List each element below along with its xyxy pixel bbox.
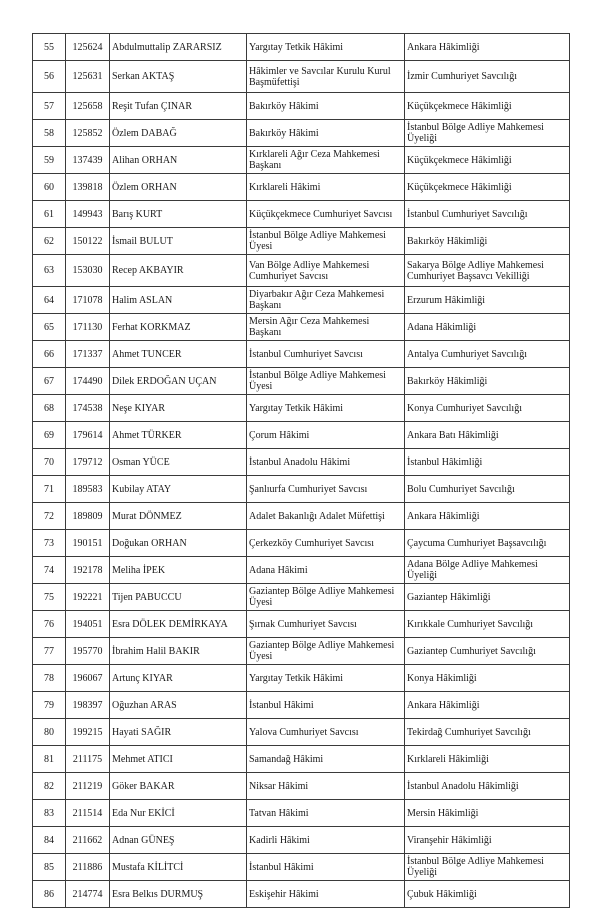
- person-name-cell: Göker BAKAR: [110, 773, 247, 800]
- table-row: [33, 93, 570, 120]
- new-position-cell: Kırklareli Hâkimliği: [405, 746, 570, 773]
- registry-number-cell: 199215: [66, 719, 110, 746]
- current-position-cell: Küçükçekmece Cumhuriyet Savcısı: [247, 201, 405, 228]
- current-position-cell: Samandağ Hâkimi: [247, 746, 405, 773]
- row-number-cell: 58: [33, 120, 66, 147]
- person-name-cell: Mustafa KİLİTCİ: [110, 854, 247, 881]
- registry-number-cell: 211886: [66, 854, 110, 881]
- current-position-cell: Kırklareli Ağır Ceza Mahkemesi Başkanı: [247, 147, 405, 174]
- row-number-cell: 57: [33, 93, 66, 120]
- current-position-cell: Niksar Hâkimi: [247, 773, 405, 800]
- row-number-cell: 67: [33, 368, 66, 395]
- new-position-cell: İstanbul Bölge Adliye Mahkemesi Üyeliği: [405, 120, 570, 147]
- person-name-cell: Meliha İPEK: [110, 557, 247, 584]
- current-position-cell: Şırnak Cumhuriyet Savcısı: [247, 611, 405, 638]
- registry-number-cell: 171337: [66, 341, 110, 368]
- row-number-cell: 77: [33, 638, 66, 665]
- registry-number-cell: 196067: [66, 665, 110, 692]
- table-row: [33, 314, 570, 341]
- table-row: [33, 638, 570, 665]
- current-position-cell: Yargıtay Tetkik Hâkimi: [247, 395, 405, 422]
- registry-number-cell: 150122: [66, 228, 110, 255]
- table-row: [33, 827, 570, 854]
- current-position-cell: Çorum Hâkimi: [247, 422, 405, 449]
- row-number-cell: 80: [33, 719, 66, 746]
- new-position-cell: Ankara Hâkimliği: [405, 692, 570, 719]
- row-number-cell: 60: [33, 174, 66, 201]
- table-row: [33, 34, 570, 61]
- table-row: [33, 201, 570, 228]
- person-name-cell: Serkan AKTAŞ: [110, 61, 247, 93]
- registry-number-cell: 137439: [66, 147, 110, 174]
- current-position-cell: Çerkezköy Cumhuriyet Savcısı: [247, 530, 405, 557]
- person-name-cell: Halim ASLAN: [110, 287, 247, 314]
- row-number-cell: 78: [33, 665, 66, 692]
- person-name-cell: Mehmet ATICI: [110, 746, 247, 773]
- new-position-cell: İstanbul Hâkimliği: [405, 449, 570, 476]
- person-name-cell: Neşe KIYAR: [110, 395, 247, 422]
- table-row: [33, 719, 570, 746]
- new-position-cell: Ankara Hâkimliği: [405, 503, 570, 530]
- person-name-cell: Murat DÖNMEZ: [110, 503, 247, 530]
- row-number-cell: 64: [33, 287, 66, 314]
- table-row: [33, 665, 570, 692]
- current-position-cell: Adalet Bakanlığı Adalet Müfettişi: [247, 503, 405, 530]
- current-position-cell: İstanbul Hâkimi: [247, 692, 405, 719]
- registry-number-cell: 192221: [66, 584, 110, 611]
- person-name-cell: Reşit Tufan ÇINAR: [110, 93, 247, 120]
- new-position-cell: Çubuk Hâkimliği: [405, 881, 570, 908]
- current-position-cell: İstanbul Bölge Adliye Mahkemesi Üyesi: [247, 368, 405, 395]
- current-position-cell: İstanbul Anadolu Hâkimi: [247, 449, 405, 476]
- new-position-cell: İstanbul Cumhuriyet Savcılığı: [405, 201, 570, 228]
- person-name-cell: Özlem ORHAN: [110, 174, 247, 201]
- new-position-cell: İzmir Cumhuriyet Savcılığı: [405, 61, 570, 93]
- current-position-cell: İstanbul Bölge Adliye Mahkemesi Üyesi: [247, 228, 405, 255]
- table-row: [33, 746, 570, 773]
- current-position-cell: Tatvan Hâkimi: [247, 800, 405, 827]
- table-row: [33, 287, 570, 314]
- row-number-cell: 63: [33, 255, 66, 287]
- person-name-cell: Abdulmuttalip ZARARSIZ: [110, 34, 247, 61]
- current-position-cell: Bakırköy Hâkimi: [247, 93, 405, 120]
- new-position-cell: Viranşehir Hâkimliği: [405, 827, 570, 854]
- person-name-cell: Özlem DABAĞ: [110, 120, 247, 147]
- person-name-cell: Kubilay ATAY: [110, 476, 247, 503]
- registry-number-cell: 139818: [66, 174, 110, 201]
- person-name-cell: Ahmet TÜRKER: [110, 422, 247, 449]
- current-position-cell: Yalova Cumhuriyet Savcısı: [247, 719, 405, 746]
- person-name-cell: Adnan GÜNEŞ: [110, 827, 247, 854]
- row-number-cell: 82: [33, 773, 66, 800]
- row-number-cell: 83: [33, 800, 66, 827]
- registry-number-cell: 211175: [66, 746, 110, 773]
- new-position-cell: Adana Hâkimliği: [405, 314, 570, 341]
- person-name-cell: İsmail BULUT: [110, 228, 247, 255]
- registry-number-cell: 211662: [66, 827, 110, 854]
- person-name-cell: Ahmet TUNCER: [110, 341, 247, 368]
- new-position-cell: Adana Bölge Adliye Mahkemesi Üyeliği: [405, 557, 570, 584]
- table-row: [33, 611, 570, 638]
- table-row: [33, 557, 570, 584]
- registry-number-cell: 194051: [66, 611, 110, 638]
- registry-number-cell: 214774: [66, 881, 110, 908]
- new-position-cell: Bakırköy Hâkimliği: [405, 228, 570, 255]
- table-row: [33, 800, 570, 827]
- new-position-cell: Bakırköy Hâkimliği: [405, 368, 570, 395]
- new-position-cell: Kırıkkale Cumhuriyet Savcılığı: [405, 611, 570, 638]
- table-row: [33, 584, 570, 611]
- new-position-cell: Tekirdağ Cumhuriyet Savcılığı: [405, 719, 570, 746]
- registry-number-cell: 179614: [66, 422, 110, 449]
- new-position-cell: Konya Hâkimliği: [405, 665, 570, 692]
- table-row: [33, 120, 570, 147]
- appointments-table-body: [33, 34, 570, 908]
- registry-number-cell: 125658: [66, 93, 110, 120]
- registry-number-cell: 198397: [66, 692, 110, 719]
- new-position-cell: Antalya Cumhuriyet Savcılığı: [405, 341, 570, 368]
- row-number-cell: 66: [33, 341, 66, 368]
- table-row: [33, 61, 570, 93]
- person-name-cell: Osman YÜCE: [110, 449, 247, 476]
- person-name-cell: Esra Belkıs DURMUŞ: [110, 881, 247, 908]
- row-number-cell: 76: [33, 611, 66, 638]
- new-position-cell: Konya Cumhuriyet Savcılığı: [405, 395, 570, 422]
- registry-number-cell: 192178: [66, 557, 110, 584]
- table-row: [33, 503, 570, 530]
- row-number-cell: 62: [33, 228, 66, 255]
- current-position-cell: İstanbul Cumhuriyet Savcısı: [247, 341, 405, 368]
- new-position-cell: Bolu Cumhuriyet Savcılığı: [405, 476, 570, 503]
- person-name-cell: Eda Nur EKİCİ: [110, 800, 247, 827]
- table-row: [33, 147, 570, 174]
- table-row: [33, 881, 570, 908]
- row-number-cell: 73: [33, 530, 66, 557]
- row-number-cell: 65: [33, 314, 66, 341]
- row-number-cell: 79: [33, 692, 66, 719]
- person-name-cell: Esra DÖLEK DEMİRKAYA: [110, 611, 247, 638]
- new-position-cell: İstanbul Bölge Adliye Mahkemesi Üyeliği: [405, 854, 570, 881]
- row-number-cell: 84: [33, 827, 66, 854]
- row-number-cell: 74: [33, 557, 66, 584]
- current-position-cell: Diyarbakır Ağır Ceza Mahkemesi Başkanı: [247, 287, 405, 314]
- registry-number-cell: 179712: [66, 449, 110, 476]
- current-position-cell: Yargıtay Tetkik Hâkimi: [247, 34, 405, 61]
- table-row: [33, 395, 570, 422]
- current-position-cell: Gaziantep Bölge Adliye Mahkemesi Üyesi: [247, 584, 405, 611]
- table-row: [33, 692, 570, 719]
- new-position-cell: Gaziantep Cumhuriyet Savcılığı: [405, 638, 570, 665]
- registry-number-cell: 195770: [66, 638, 110, 665]
- person-name-cell: Tijen PABUCCU: [110, 584, 247, 611]
- registry-number-cell: 211514: [66, 800, 110, 827]
- row-number-cell: 72: [33, 503, 66, 530]
- table-row: [33, 476, 570, 503]
- person-name-cell: Alihan ORHAN: [110, 147, 247, 174]
- table-row: [33, 422, 570, 449]
- registry-number-cell: 125624: [66, 34, 110, 61]
- row-number-cell: 70: [33, 449, 66, 476]
- current-position-cell: Gaziantep Bölge Adliye Mahkemesi Üyesi: [247, 638, 405, 665]
- new-position-cell: Çaycuma Cumhuriyet Başsavcılığı: [405, 530, 570, 557]
- row-number-cell: 86: [33, 881, 66, 908]
- new-position-cell: Küçükçekmece Hâkimliği: [405, 174, 570, 201]
- row-number-cell: 85: [33, 854, 66, 881]
- registry-number-cell: 190151: [66, 530, 110, 557]
- table-row: [33, 773, 570, 800]
- new-position-cell: Ankara Batı Hâkimliği: [405, 422, 570, 449]
- registry-number-cell: 171078: [66, 287, 110, 314]
- current-position-cell: Hâkimler ve Savcılar Kurulu Kurul Başmüfettişi: [247, 61, 405, 93]
- person-name-cell: Dilek ERDOĞAN UÇAN: [110, 368, 247, 395]
- row-number-cell: 55: [33, 34, 66, 61]
- person-name-cell: Oğuzhan ARAS: [110, 692, 247, 719]
- person-name-cell: Artunç KIYAR: [110, 665, 247, 692]
- current-position-cell: Mersin Ağır Ceza Mahkemesi Başkanı: [247, 314, 405, 341]
- registry-number-cell: 125631: [66, 61, 110, 93]
- current-position-cell: İstanbul Hâkimi: [247, 854, 405, 881]
- new-position-cell: Sakarya Bölge Adliye Mahkemesi Cumhuriyet Başsavcı Vekilliği: [405, 255, 570, 287]
- table-row: [33, 341, 570, 368]
- current-position-cell: Adana Hâkimi: [247, 557, 405, 584]
- row-number-cell: 71: [33, 476, 66, 503]
- row-number-cell: 75: [33, 584, 66, 611]
- appointments-table: [32, 33, 570, 908]
- table-row: [33, 228, 570, 255]
- current-position-cell: Eskişehir Hâkimi: [247, 881, 405, 908]
- row-number-cell: 56: [33, 61, 66, 93]
- new-position-cell: İstanbul Anadolu Hâkimliği: [405, 773, 570, 800]
- current-position-cell: Bakırköy Hâkimi: [247, 120, 405, 147]
- table-row: [33, 449, 570, 476]
- new-position-cell: Erzurum Hâkimliği: [405, 287, 570, 314]
- new-position-cell: Küçükçekmece Hâkimliği: [405, 93, 570, 120]
- current-position-cell: Şanlıurfa Cumhuriyet Savcısı: [247, 476, 405, 503]
- current-position-cell: Kadirli Hâkimi: [247, 827, 405, 854]
- table-row: [33, 174, 570, 201]
- registry-number-cell: 125852: [66, 120, 110, 147]
- person-name-cell: Ferhat KORKMAZ: [110, 314, 247, 341]
- current-position-cell: Van Bölge Adliye Mahkemesi Cumhuriyet Savcısı: [247, 255, 405, 287]
- new-position-cell: Küçükçekmece Hâkimliği: [405, 147, 570, 174]
- person-name-cell: Doğukan ORHAN: [110, 530, 247, 557]
- registry-number-cell: 174490: [66, 368, 110, 395]
- registry-number-cell: 153030: [66, 255, 110, 287]
- new-position-cell: Ankara Hâkimliği: [405, 34, 570, 61]
- registry-number-cell: 211219: [66, 773, 110, 800]
- registry-number-cell: 149943: [66, 201, 110, 228]
- row-number-cell: 68: [33, 395, 66, 422]
- registry-number-cell: 189583: [66, 476, 110, 503]
- table-row: [33, 854, 570, 881]
- registry-number-cell: 189809: [66, 503, 110, 530]
- current-position-cell: Yargıtay Tetkik Hâkimi: [247, 665, 405, 692]
- row-number-cell: 81: [33, 746, 66, 773]
- new-position-cell: Gaziantep Hâkimliği: [405, 584, 570, 611]
- row-number-cell: 61: [33, 201, 66, 228]
- table-row: [33, 368, 570, 395]
- person-name-cell: Hayati SAĞIR: [110, 719, 247, 746]
- row-number-cell: 69: [33, 422, 66, 449]
- person-name-cell: Barış KURT: [110, 201, 247, 228]
- new-position-cell: Mersin Hâkimliği: [405, 800, 570, 827]
- registry-number-cell: 174538: [66, 395, 110, 422]
- table-row: [33, 255, 570, 287]
- row-number-cell: 59: [33, 147, 66, 174]
- table-row: [33, 530, 570, 557]
- person-name-cell: İbrahim Halil BAKIR: [110, 638, 247, 665]
- person-name-cell: Recep AKBAYIR: [110, 255, 247, 287]
- current-position-cell: Kırklareli Hâkimi: [247, 174, 405, 201]
- registry-number-cell: 171130: [66, 314, 110, 341]
